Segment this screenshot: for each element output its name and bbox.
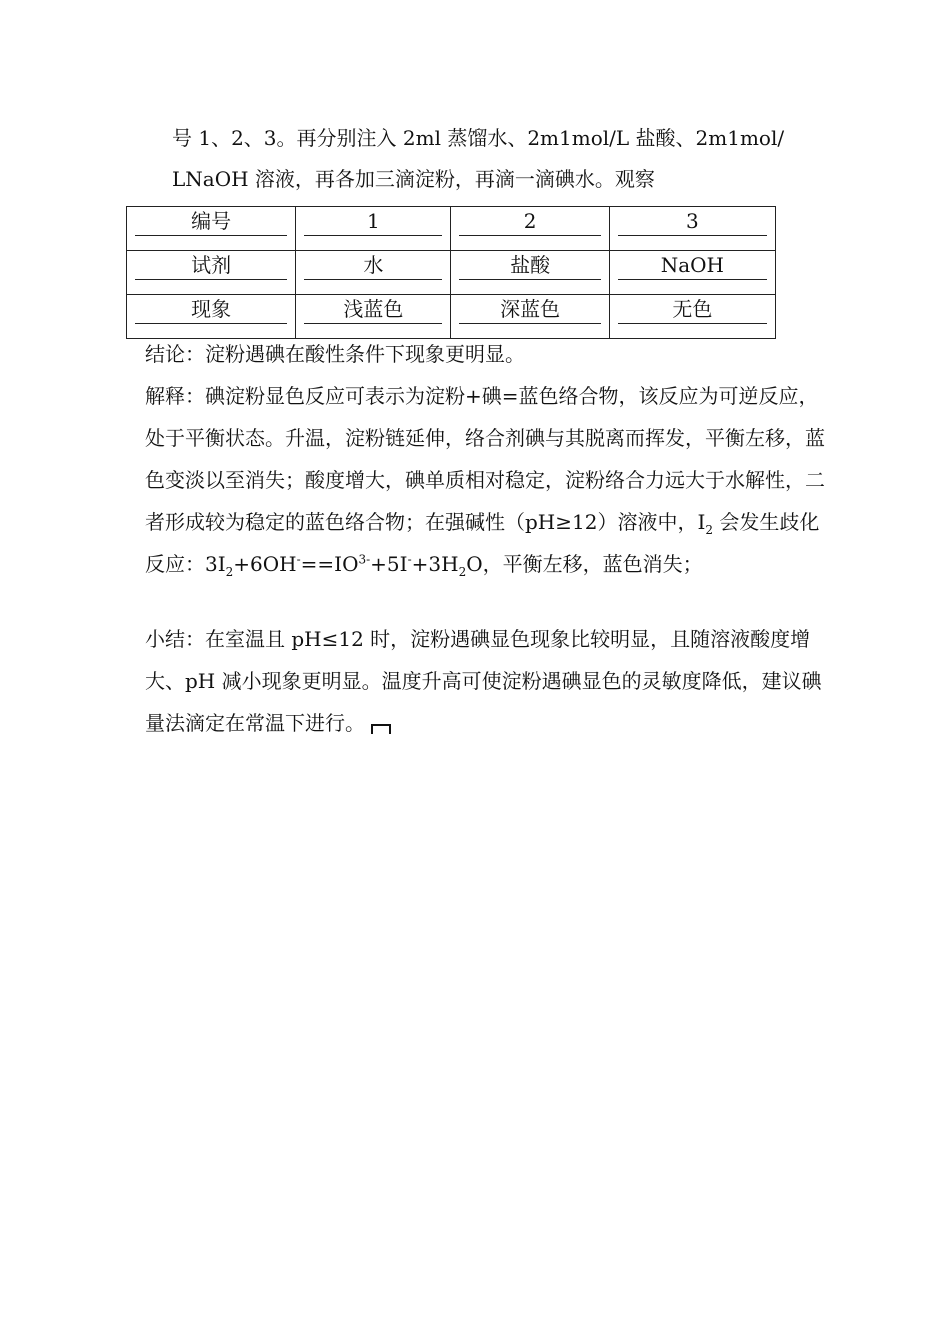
table-cell — [451, 251, 609, 295]
explanation-paragraph — [145, 375, 825, 585]
table-cell — [296, 251, 451, 295]
cell-phenomenon-3: 无色 — [618, 297, 767, 324]
table-cell — [609, 207, 775, 251]
intro-line-2: LNaOH 溶液，再各加三滴淀粉，再滴一滴碘水。观察 — [172, 167, 655, 191]
superscript: - — [296, 552, 301, 567]
table-cell — [127, 251, 296, 295]
conclusion-text: 结论：淀粉遇碘在酸性条件下现象更明显。 — [145, 342, 525, 366]
explanation-part: +5I — [370, 552, 408, 576]
cell-phenomenon-2: 深蓝色 — [459, 297, 600, 324]
table-cell — [127, 295, 296, 339]
cell-tube-2: 2 — [459, 209, 600, 236]
table-cell — [609, 295, 775, 339]
explanation-part: 会发生歧化反应：3I — [145, 510, 820, 576]
paragraph-mark-icon — [371, 724, 391, 734]
cell-tube-3: 3 — [618, 209, 767, 236]
experiment-table — [126, 206, 776, 339]
table-cell — [296, 295, 451, 339]
cell-reagent-1: 水 — [304, 253, 442, 280]
cell-label-reagent: 试剂 — [135, 253, 287, 280]
table-cell — [451, 295, 609, 339]
table-row-phenomenon — [127, 295, 776, 339]
cell-label-phenomenon: 现象 — [135, 297, 287, 324]
summary-line — [145, 618, 825, 744]
subscript: 2 — [705, 523, 713, 537]
table-row-number — [127, 207, 776, 251]
cell-label-number: 编号 — [135, 209, 287, 236]
table-cell — [296, 207, 451, 251]
cell-reagent-2: 盐酸 — [459, 253, 600, 280]
explanation-part: +3H — [411, 552, 459, 576]
explanation-part: ==IO — [300, 552, 359, 576]
cell-reagent-3: NaOH — [618, 253, 767, 280]
table-cell — [451, 207, 609, 251]
explanation-part: O，平衡左移，蓝色消失； — [466, 552, 703, 576]
table-cell — [127, 207, 296, 251]
subscript: 2 — [225, 565, 234, 579]
table-row-reagent — [127, 251, 776, 295]
cell-phenomenon-1: 浅蓝色 — [304, 297, 442, 324]
cell-tube-1: 1 — [304, 209, 442, 236]
superscript: - — [407, 552, 412, 567]
summary-text: 小结：在室温且 pH≤12 时，淀粉遇碘显色现象比较明显，且随溶液酸度增大、pH 减小现象更明显。温度升高可使淀粉遇碘显色的灵敏度降低，建议碘量法滴定在常温下进行。 — [145, 627, 822, 735]
intro-line-1: 号 1、2、3。再分别注入 2ml 蒸馏水、2m1mol/L 盐酸、2m1mol/ — [172, 126, 785, 150]
summary-paragraph — [145, 618, 825, 744]
subscript: 2 — [458, 565, 467, 579]
explanation-text — [145, 375, 825, 585]
superscript: 3- — [358, 552, 371, 567]
table-cell — [609, 251, 775, 295]
conclusion-paragraph — [145, 333, 825, 375]
explanation-part: 解释：碘淀粉显色反应可表示为淀粉+碘=蓝色络合物，该反应为可逆反应，处于平衡状态。升温，淀粉链延伸，络合剂碘与其脱离而挥发，平衡左移，蓝色变淡以至消失；酸度增大，碘单质相对稳定，淀粉络合力远大于水解性，二者形成较为稳定的蓝色络合物；在强碱性（pH≥12）溶液中，I — [145, 384, 825, 534]
explanation-part: +6OH — [233, 552, 297, 576]
